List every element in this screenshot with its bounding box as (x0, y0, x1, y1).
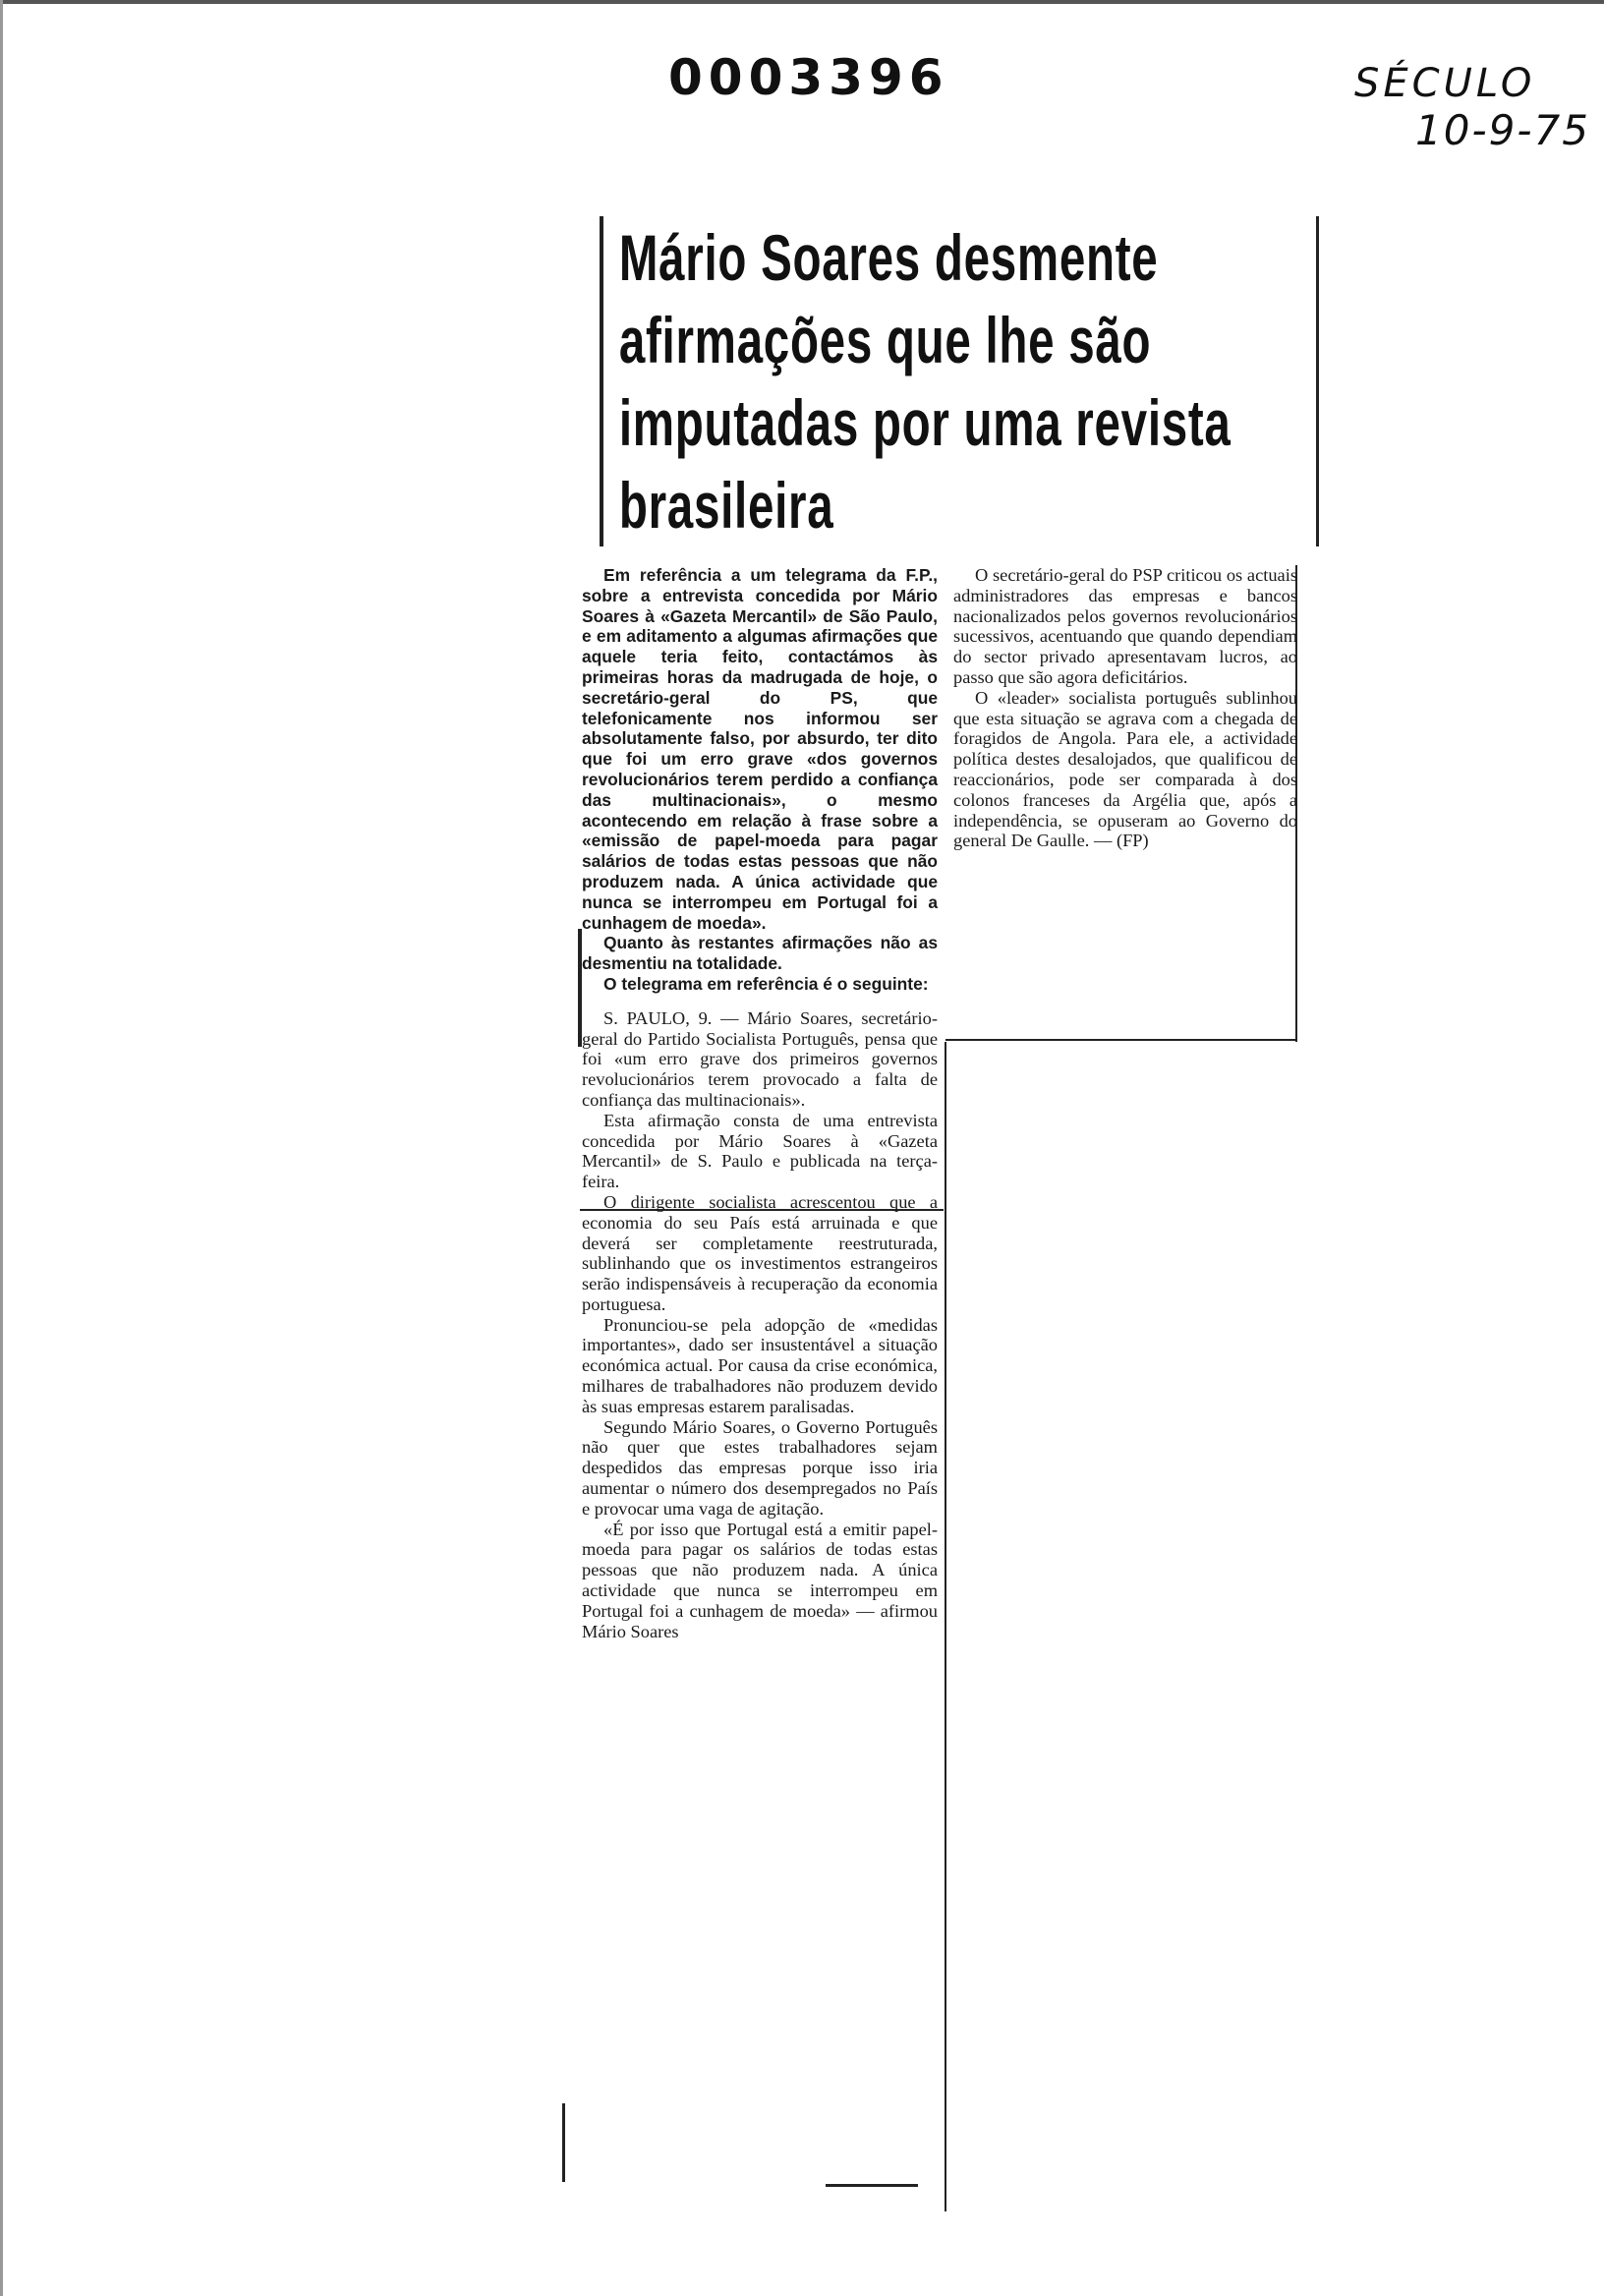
intro-paragraph: Em referência a um telegrama da F.P., sobre a entrevista concedida por Mário Soares à «Gazeta Mercantil» de São Paulo, e em aditamento a algumas afirmações que aquele teria feito, contactámos às primeiras horas da madrugada de hoje, o secretário-geral do PS, que telefonicamente nos informou ser absolutamente falso, por absurdo, ter dito que foi um erro grave «dos governos revolucionários terem perdido a confiança das multinacionais», o mesmo acontecendo em relação à frase sobre a «emissão de papel-moeda para pagar salários de todas estas pessoas que não produzem nada. A única actividade que nunca se interrompeu em Portugal foi a cunhagem de moeda». (582, 565, 938, 933)
body-paragraph: «É por isso que Portugal está a emitir papel-moeda para pagar os salários de todas estas pessoas que não produzem nada. A única actividade que nunca se interrompeu em Portugal foi a cunhagem de moeda» — afirmou Mário Soares (582, 1519, 938, 1641)
body-paragraph: Segundo Mário Soares, o Governo Português não quer que estes trabalhadores sejam despedidos das empresas porque isso iria aumentar o número dos desempregados no País e provocar uma vaga de agitação. (582, 1416, 938, 1519)
end-mark (826, 2184, 918, 2187)
article-column-right (953, 565, 1297, 851)
source-annotation: SÉCULO (1354, 61, 1536, 106)
archive-number: 0003396 (668, 49, 949, 106)
date-annotation: 10-9-75 (1415, 106, 1590, 154)
scan-edge-top (0, 0, 1604, 4)
body-paragraph: O «leader» socialista português sublinhou que esta situação se agrava com a chegada de foragidos de Angola. Para ele, a actividade política destes desalojados, que qualificou de reaccionários, pode ser comparada à dos colonos franceses da Argélia que, após a independência, se opuseram ao Governo do general De Gaulle. — (FP) (953, 687, 1297, 851)
body-paragraph: O secretário-geral do PSP criticou os actuais administradores das empresas e bancos nacionalizados pelos governos revolucionários sucessivos, acentuando que quando dependiam do sector privado apresentavam lucros, ao passo que são agora deficitários. (953, 565, 1297, 687)
body-paragraph: Esta afirmação consta de uma entrevista concedida por Mário Soares à «Gazeta Mercantil» de S. Paulo e publicada na terça-feira. (582, 1110, 938, 1192)
column-divider (945, 1042, 946, 2211)
right-column-bottom-rule (945, 1039, 1295, 1041)
scan-edge-left (0, 0, 3, 2296)
headline-box (600, 216, 1319, 546)
body-paragraph: S. PAULO, 9. — Mário Soares, secretário-geral do Partido Socialista Português, pensa que foi «um erro grave dos primeiros governos revolucionários terem provocado a falta de confiança das multinacionais». (582, 1007, 938, 1110)
headline: Mário Soares desmente afirmações que lhe são imputadas por uma revista brasileira (618, 221, 1232, 542)
article-column-left (582, 565, 938, 1641)
body-paragraph: Pronunciou-se pela adopção de «medidas importantes», dado ser insustentável a situação económica actual. Por causa da crise económica, milhares de trabalhadores não produzem devido às suas empresas estarem paralisadas. (582, 1314, 938, 1416)
telegram-intro-paragraph: O telegrama em referência é o seguinte: (603, 973, 929, 994)
body-paragraph: O dirigente socialista acrescentou que a economia do seu País está arruinada e que deverá ser completamente reestruturada, sublinhando que os investimentos estrangeiros serão indispensáveis à recuperação da economia portuguesa. (582, 1191, 938, 1314)
remaining-paragraph: Quanto às restantes afirmações não as desmentiu na totalidade. (582, 933, 938, 974)
left-margin-mark-lower (562, 2103, 565, 2182)
